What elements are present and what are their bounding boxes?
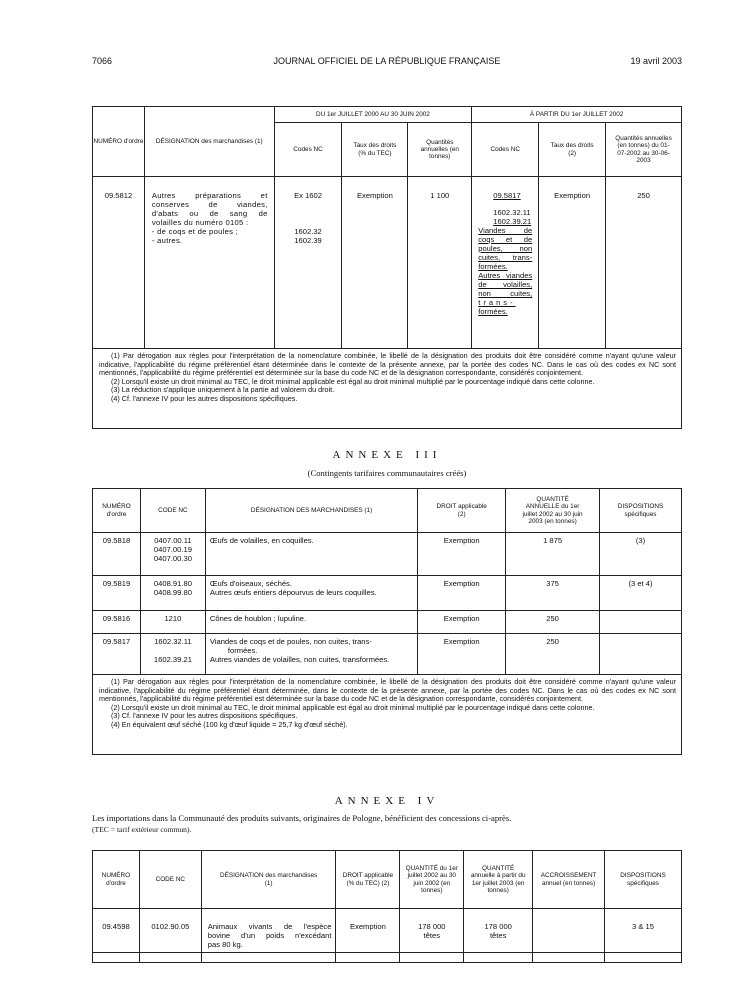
col-period-2: À PARTIR DU 1er JUILLET 2002 (472, 107, 682, 123)
col-quantite-1: QUANTITÉ du 1er juillet 2002 au 30 juin 2002 (en tonnes) (400, 851, 464, 909)
col-quantite: QUANTITÉ ANNUELLE du 1er juillet 2002 au 30 juin 2003 (en tonnes) (506, 489, 600, 533)
annex-4-title: ANNEXE IV (334, 795, 440, 807)
col-designation: DÉSIGNATION des marchandises (1) (201, 851, 336, 909)
annex-3-title: ANNEXE III (332, 449, 442, 461)
row-taux-2: Exemption (539, 177, 606, 349)
table-row: 09.5817 1602.32.11 1602.39.21 Viandes de coqs et de poules, non cuites, trans- formées. Autres viandes de volailles, non cuites, transformées. Exemption 250 (93, 634, 682, 675)
page-header (92, 56, 682, 70)
col-numero: NUMÉRO d'ordre (93, 107, 145, 177)
page-number: 7066 (92, 56, 113, 66)
row-numero: 09.5812 (93, 177, 145, 349)
col-code-nc: CODE NC (139, 851, 201, 909)
col-designation: DÉSIGNATION DES MARCHANDISES (1) (205, 489, 417, 533)
row-quantites: 1 100 (408, 177, 472, 349)
table-row: 09.4598 0102.90.05 Animaux vivants de l'espèce bovine d'un poids n'excédant pas 80 kg. Exemption 178 000 têtes 178 000 têtes 3 & 15 (93, 909, 682, 953)
col-numero: NUMÉRO d'ordre (93, 489, 141, 533)
col-accroissement: ACCROISSEMENT annuel (en tonnes) (533, 851, 605, 909)
col-quantites-2: Quantités annuelles (en tonnes) du 01-07-2002 au 30-06-2003 (606, 123, 682, 177)
row-codes-nc-2: 09.5817 1602.32.11 1602.39.21 Viandes de coqs et de poules, non cuites, trans- formées. Autres viandes de volailles, non cuites, trans- formées. (472, 177, 539, 349)
table-row: 09.5816 1210 Cônes de houblon ; lupuline. Exemption 250 (93, 611, 682, 634)
col-droit: DROIT applicable (2) (418, 489, 506, 533)
table-row (93, 177, 682, 349)
annex-3-table (92, 488, 682, 755)
col-quantite-2: QUANTITÉ annuelle à partir du 1er juillet 2003 (en tonnes) (464, 851, 533, 909)
row-taux: Exemption (342, 177, 408, 349)
col-designation: DÉSIGNATION des marchandises (1) (144, 107, 274, 177)
table-footnotes: (1) Par dérogation aux règles pour l'interprétation de la nomenclature combinée, le libellé de la désignation des produits doit être considéré comme n'ayant qu'une valeur indicative, l'applicabilité du régime préférentiel étant déterminée dans le contexte de la présente annexe, par la portée des codes NC. Dans le cas où des codes ex NC sont mentionnés, l'applicabilité du régime préférentiel est déterminée sur la base du code NC et de la désignation correspondante, considérés conjointement. (2) Lorsqu'il existe un droit minimal au TEC, le droit minimal applicable est égal au droit minimal multiplié par le pourcentage indiqué dans cette colonne. (3) La réduction s'applique uniquement à la partie ad valorem du droit. (4) Cf. l'annexe IV pour les autres dispositions spécifiques. (93, 349, 682, 429)
col-dispositions: DISPOSITIONS spécifiques (600, 489, 682, 533)
table-row: 09.5819 0408.91.80 0408.99.80 Œufs d'oiseaux, séchés. Autres œufs entiers dépourvus de leurs coquilles. Exemption 375 (3 et 4) (93, 576, 682, 611)
table-continuation (92, 106, 682, 429)
annex-4-table (92, 850, 682, 963)
table-footnotes: (1) Par dérogation aux règles pour l'interprétation de la nomenclature combinée, le libellé de la désignation des produits doit être considéré comme n'ayant qu'une valeur indicative, l'applicabilité du régime préférentiel étant déterminée, dans le contexte de la présente annexe, par la portée des codes NC. Dans le cas où des codes ex NC sont mentionnés, l'applicabilité du régime préférentiel est déterminée sur la base du code NC et de la désignation correspondante, considérés conjointement. (2) Lorsqu'il existe un droit minimal au TEC, le droit minimal applicable est égal au droit minimal multiplié par le pourcentage indiqué dans cette colonne. (3) Cf. l'annexe IV pour les autres dispositions spécifiques. (4) En équivalent œuf séché (100 kg d'œuf liquide = 25,7 kg d'œuf séché). (93, 675, 682, 755)
col-code-nc: CODE NC (140, 489, 205, 533)
annex-4-intro: Les importations dans la Communauté des produits suivants, originaires de Pologne, bénéficient des concessions ci-après. (TEC = tarif extérieur commun). (92, 813, 512, 834)
col-taux: Taux des droits (% du TEC) (342, 123, 408, 177)
row-quantites-2: 250 (606, 177, 682, 349)
publication-date: 19 avril 2003 (630, 56, 682, 66)
journal-title: JOURNAL OFFICIEL DE LA RÉPUBLIQUE FRANÇAISE (273, 56, 501, 66)
col-droit: DROIT applicable (% du TEC) (2) (336, 851, 400, 909)
row-designation: Autres préparations et conserves de viandes, d'abats ou de sang de volailles du numéro 0105 : - de coqs et de poules ; - autres. (144, 177, 274, 349)
table-row: 09.5818 0407.00.11 0407.00.19 0407.00.30 Œufs de volailles, en coquilles. Exemption 1 875 (3) (93, 533, 682, 576)
col-codes-nc: Codes NC (274, 123, 342, 177)
col-quantites: Quantités annuelles (en tonnes) (408, 123, 472, 177)
col-period-1: DU 1er JUILLET 2000 AU 30 JUIN 2002 (274, 107, 472, 123)
col-codes-nc-2: Codes NC (472, 123, 539, 177)
annex-3-subtitle: (Contingents tarifaires communautaires créés) (307, 468, 467, 478)
row-codes-nc: Ex 1602 1602.32 1602.39 (274, 177, 342, 349)
col-taux-2: Taux des droits (2) (539, 123, 606, 177)
col-dispositions: DISPOSITIONS spécifiques (605, 851, 682, 909)
col-numero: NUMÉRO d'ordre (93, 851, 140, 909)
